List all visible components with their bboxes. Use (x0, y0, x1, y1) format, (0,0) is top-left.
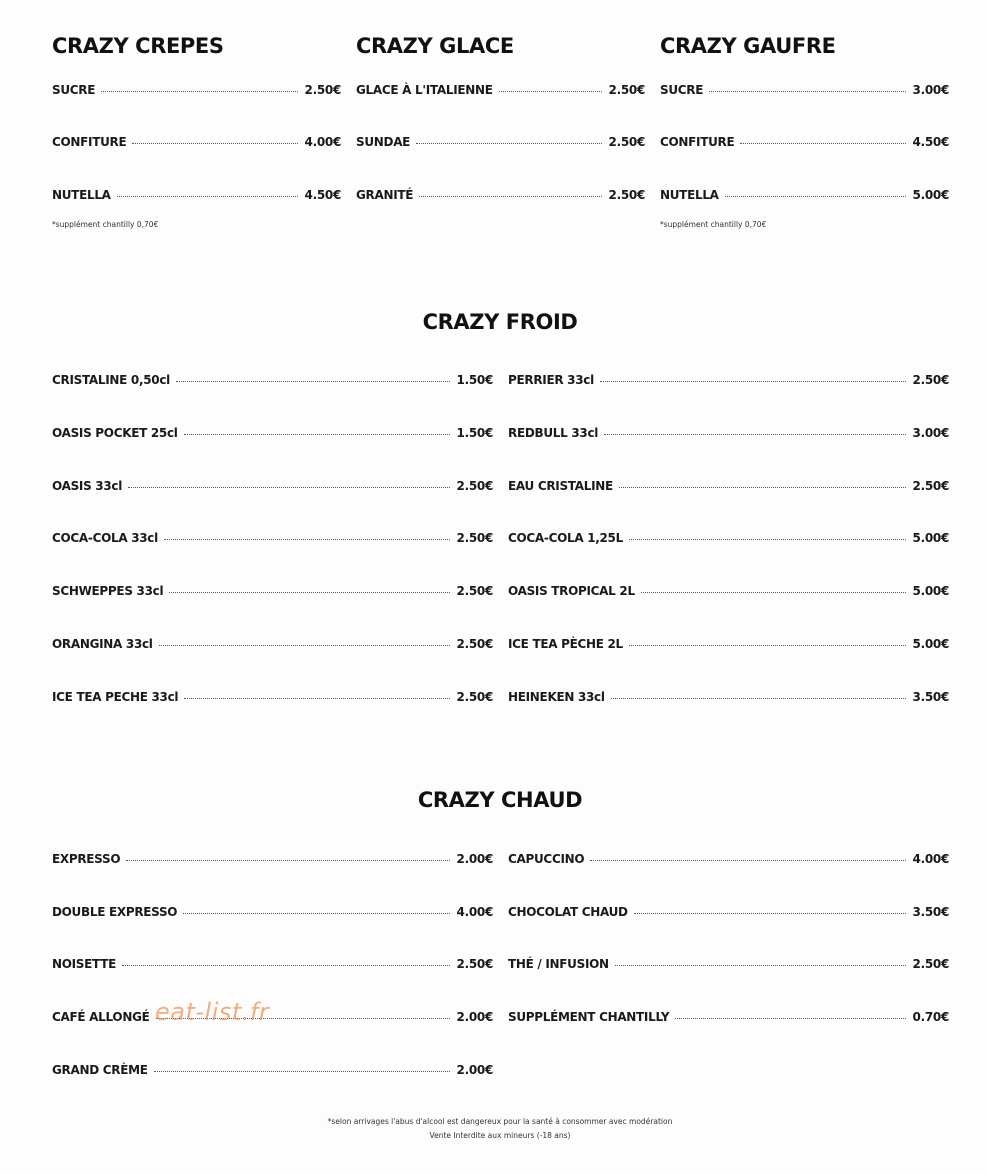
item-price: 3.00€ (912, 426, 949, 440)
dot-leader (183, 913, 449, 914)
menu-item (52, 904, 493, 920)
dot-leader (122, 965, 450, 966)
footer-line-2: Vente Interdite aux mineurs (-18 ans) (429, 1131, 571, 1140)
item-price: 4.50€ (304, 188, 341, 202)
item-price: 2.50€ (608, 188, 645, 202)
chaud-title: CRAZY CHAUD (417, 788, 583, 812)
item-price: 3.00€ (912, 83, 949, 97)
item-price: 2.50€ (608, 135, 645, 149)
item-name: GLACE À L'ITALIENNE (356, 83, 493, 97)
item-name: OASIS TROPICAL 2L (508, 584, 635, 598)
item-name: SUCRE (660, 83, 704, 97)
froid-title: CRAZY FROID (422, 310, 578, 334)
item-price: 5.00€ (912, 531, 949, 545)
menu-item (52, 1062, 493, 1078)
menu-item (508, 851, 949, 867)
item-name: PERRIER 33cl (508, 373, 594, 387)
gaufre-title: CRAZY GAUFRE (660, 34, 836, 58)
item-name: CHOCOLAT CHAUD (508, 905, 628, 919)
dot-leader (615, 965, 906, 966)
item-name: CAFÉ ALLONGÉ (52, 1010, 150, 1024)
menu-item (508, 904, 949, 920)
item-name: COCA-COLA 1,25L (508, 531, 623, 545)
item-price: 2.00€ (456, 1063, 493, 1077)
item-name: GRAND CRÈME (52, 1063, 148, 1077)
item-price: 2.50€ (456, 479, 493, 493)
glace-title: CRAZY GLACE (356, 34, 514, 58)
item-name: EXPRESSO (52, 852, 121, 866)
dot-leader (126, 860, 449, 861)
item-price: 2.50€ (912, 479, 949, 493)
item-price: 2.50€ (608, 83, 645, 97)
menu-item (52, 1009, 493, 1025)
item-price: 1.50€ (456, 373, 493, 387)
item-name: HEINEKEN 33cl (508, 690, 605, 704)
watermark-logo: eat-list.fr (155, 998, 270, 1026)
item-name: NUTELLA (52, 188, 111, 202)
item-name: ORANGINA 33cl (52, 637, 153, 651)
item-name: OASIS 33cl (52, 479, 123, 493)
item-name: SUCRE (52, 83, 96, 97)
item-name: EAU CRISTALINE (508, 479, 613, 493)
item-name: CAPUCCINO (508, 852, 585, 866)
chaud-left-column (52, 0, 493, 1090)
item-price: 4.00€ (456, 905, 493, 919)
crepes-title: CRAZY CREPES (52, 34, 224, 58)
item-price: 4.00€ (912, 852, 949, 866)
item-price: 3.50€ (912, 905, 949, 919)
dot-leader (590, 860, 905, 861)
item-price: 5.00€ (912, 584, 949, 598)
item-name: THÉ / INFUSION (508, 957, 609, 971)
gaufre-note: *supplément chantilly 0,70€ (660, 220, 767, 229)
crepes-note: *supplément chantilly 0,70€ (52, 220, 159, 229)
footer-disclaimer (328, 1115, 673, 1143)
item-name: NOISETTE (52, 957, 116, 971)
menu-item (52, 956, 493, 972)
item-price: 2.50€ (456, 957, 493, 971)
item-price: 2.50€ (456, 690, 493, 704)
item-price: 5.00€ (912, 637, 949, 651)
item-price: 2.00€ (456, 852, 493, 866)
item-price: 0.70€ (912, 1010, 949, 1024)
item-name: REDBULL 33cl (508, 426, 599, 440)
item-name: ICE TEA PÈCHE 2L (508, 637, 623, 651)
item-name: GRANITÉ (356, 188, 414, 202)
item-name: CONFITURE (660, 135, 735, 149)
item-price: 2.50€ (456, 584, 493, 598)
item-name: SUPPLÉMENT CHANTILLY (508, 1010, 670, 1024)
item-name: ICE TEA PECHE 33cl (52, 690, 179, 704)
footer-line-1: *selon arrivages l'abus d'alcool est dangereux pour la santé à consommer avec modération (327, 1117, 673, 1126)
item-price: 4.50€ (912, 135, 949, 149)
menu-item (52, 851, 493, 867)
item-price: 1.50€ (456, 426, 493, 440)
item-price: 5.00€ (912, 188, 949, 202)
dot-leader (634, 913, 906, 914)
menu-item (508, 1009, 949, 1025)
dot-leader (675, 1018, 905, 1019)
item-name: SCHWEPPES 33cl (52, 584, 164, 598)
chaud-right-column (508, 0, 949, 1090)
menu-item (508, 956, 949, 972)
item-name: NUTELLA (660, 188, 719, 202)
item-price: 2.00€ (456, 1010, 493, 1024)
item-price: 2.50€ (304, 83, 341, 97)
item-name: COCA-COLA 33cl (52, 531, 158, 545)
item-price: 2.50€ (912, 373, 949, 387)
item-price: 2.50€ (912, 957, 949, 971)
item-name: DOUBLE EXPRESSO (52, 905, 178, 919)
item-price: 2.50€ (456, 531, 493, 545)
dot-leader (154, 1071, 450, 1072)
item-name: OASIS POCKET 25cl (52, 426, 178, 440)
item-price: 3.50€ (912, 690, 949, 704)
item-name: CRISTALINE 0,50cl (52, 373, 170, 387)
item-price: 2.50€ (456, 637, 493, 651)
item-name: SUNDAE (356, 135, 411, 149)
item-price: 4.00€ (304, 135, 341, 149)
item-name: CONFITURE (52, 135, 127, 149)
